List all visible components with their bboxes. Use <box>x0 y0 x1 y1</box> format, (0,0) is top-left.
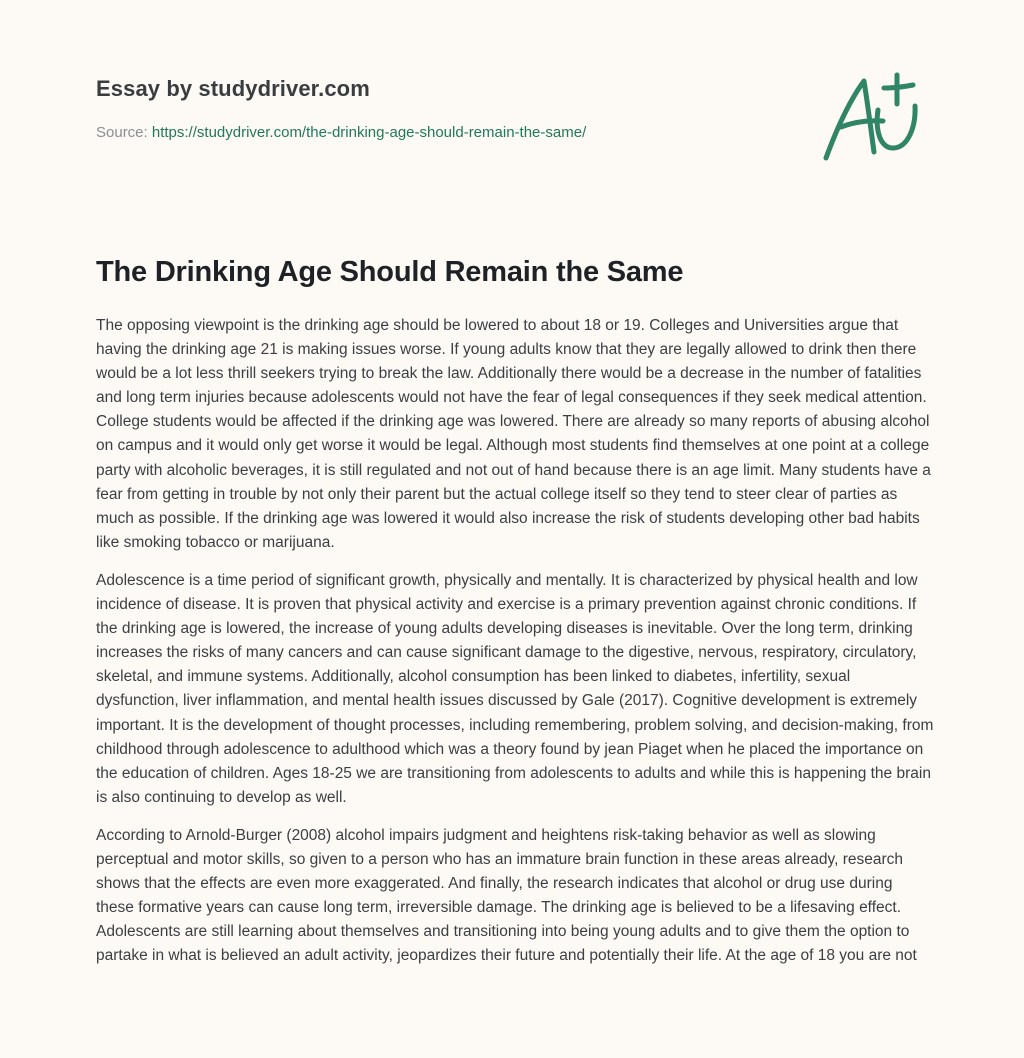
paragraph-3: According to Arnold-Burger (2008) alcohol impairs judgment and heightens risk-taking behavior as well as slowing perceptual and motor skills, so given to a person who has an immature brain function in these areas already, research shows that the effects are even more exaggerated. And finally, the research indicates that alcohol or drug use during these formative years can cause long term, irreversible damage. The drinking age is believed to be a lifesaving effect. Adolescents are still learning about themselves and transitioning into being young adults and to give them the option to partake in what is believed an adult activity, jeopardizes their future and potentially their life. At the age of 18 you are not <box>96 826 917 965</box>
page-header <box>96 72 936 192</box>
essay-body <box>96 314 934 982</box>
brand-title: Essay by studydriver.com <box>96 76 370 101</box>
source-line <box>96 124 586 141</box>
essay-title: The Drinking Age Should Remain the Same <box>96 256 684 288</box>
a-plus-logo-icon <box>823 72 927 168</box>
paragraph-2: Adolescence is a time period of significant growth, physically and mentally. It is characterized by physical health and low incidence of disease. It is proven that physical activity and exercise is a primary prevention against chronic conditions. If the drinking age is lowered, the increase of young adults developing diseases is inevitable. Over the long term, drinking increases the risks of many cancers and can cause significant damage to the digestive, nervous, respiratory, circulatory, skeletal, and immune systems. Additionally, alcohol consumption has been linked to diabetes, infertility, sexual dysfunction, liver inflammation, and mental health issues discussed by Gale (2017). Cognitive development is extremely important. It is the development of thought processes, including remembering, problem solving, and decision-making, from childhood through adolescence to adulthood which was a theory found by jean Piaget when he placed the importance on the education of children. Ages 18-25 we are transitioning from adolescents to adults and while this is happening the brain is also continuing to develop as well. <box>96 571 934 806</box>
paragraph-1: The opposing viewpoint is the drinking age should be lowered to about 18 or 19. Colleges and Universities argue that having the drinking age 21 is making issues worse. If young adults know that they are legally allowed to drink then there would be a lot less thrill seekers trying to break the law. Additionally there would be a decrease in the number of fatalities and long term injuries because adolescents would not have the fear of legal consequences if they seek medical attention. College students would be affected if the drinking age was lowered. There are already so many reports of abusing alcohol on campus and it would only get worse it would be legal. Although most students find themselves at one point at a college party with alcoholic beverages, it is still regulated and not out of hand because there is an age limit. Many students have a fear from getting in trouble by not only their parent but the actual college itself so they tend to steer clear of parties as much as possible. If the drinking age was lowered it would also increase the risk of students developing other bad habits like smoking tobacco or marijuana. <box>96 317 931 551</box>
source-link[interactable]: https://studydriver.com/the-drinking-age-should-remain-the-same/ <box>151 124 587 141</box>
source-label: Source: <box>96 124 148 141</box>
